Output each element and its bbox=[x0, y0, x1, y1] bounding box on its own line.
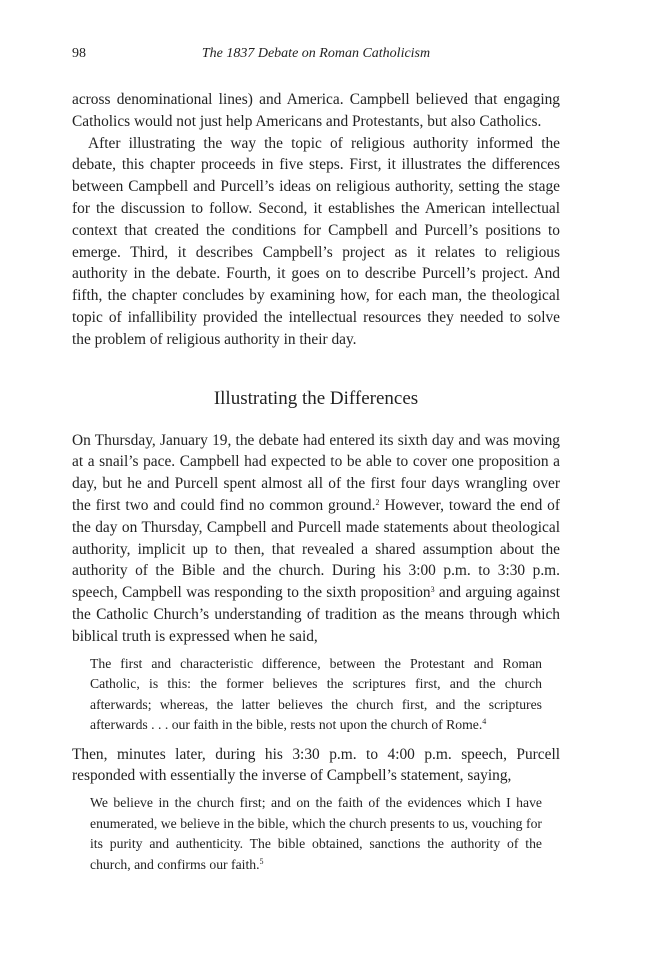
running-head bbox=[72, 44, 560, 66]
footnote-marker: 5 bbox=[259, 856, 264, 866]
paragraph-chapter-outline: After illustrating the way the topic of religious authority informed the debate, this chapter proceeds in five steps. First, it illustrates the differences between Campbell and Purcell’s ideas on religious authority, setting the stage for the discussion to follow. Second, it establishes the American intellectual context that created the conditions for Campbell and Purcell’s positions to emerge. Third, it describes Campbell’s project as it relates to religious authority in the debate. Fourth, it goes on to describe Purcell’s project. And fifth, the chapter concludes by examining how, for each man, the theological topic of infallibility provided the intellectual resources they needed to solve the problem of religious authority in their day. bbox=[72, 134, 560, 348]
footnote-marker: 2 bbox=[375, 497, 380, 507]
running-title: The 1837 Debate on Roman Catholicism bbox=[201, 46, 431, 61]
paragraph-text: However, toward the end of the day on Thursday, Campbell and Purcell made statements about theological authority, implicit up to then, that revealed a shared assumption about the authority of the Bible and the church. During his 3:00 p.m. to 3:30 p.m. speech, Campbell was responding to the sixth proposition bbox=[72, 496, 560, 602]
paragraph-purcell-response: Then, minutes later, during his 3:30 p.m. to 4:00 p.m. speech, Purcell responded with essentially the inverse of Campbell’s statement, saying, bbox=[72, 745, 560, 785]
footnote-marker: 3 bbox=[430, 585, 435, 595]
paragraph-continuation: across denominational lines) and America. Campbell believed that engaging Catholics would not just help Americans and Protestants, but also Catholics. bbox=[72, 91, 560, 130]
page-number: 98 bbox=[72, 46, 86, 61]
paragraph-thursday-debate bbox=[72, 430, 560, 648]
footnote-marker: 4 bbox=[482, 717, 487, 727]
block-quote-campbell bbox=[90, 654, 542, 736]
section-heading: Illustrating the Differences bbox=[213, 387, 419, 409]
quote-text: We believe in the church first; and on the faith of the evidences which I have enumerated, we believe in the bible, which the church presents to us, vouching for its purity and authenticity. The bible obtained, sanctions the authority of the church, and confirms our faith. bbox=[90, 795, 542, 872]
body-text bbox=[72, 89, 560, 883]
block-quote-purcell bbox=[90, 793, 542, 875]
paragraph-text: On Thursday, January 19, the debate had entered its sixth day and was moving at a snail’s pace. Campbell had expected to be able to cover one proposition a day, but he and Purcell spent almost all of the first four days wrangling over the first two and could find no common ground. bbox=[72, 431, 560, 514]
paragraph-text: and arguing against the Catholic Church’s understanding of tradition as the means through which biblical truth is expressed when he said, bbox=[72, 584, 560, 645]
quote-text: The first and characteristic difference, between the Protestant and Roman Catholic, is this: the former believes the scriptures first, and the church afterwards; whereas, the latter believes the church first, and the scriptures afterwards . . . our faith in the bible, rests not upon the church of Rome. bbox=[90, 655, 542, 733]
